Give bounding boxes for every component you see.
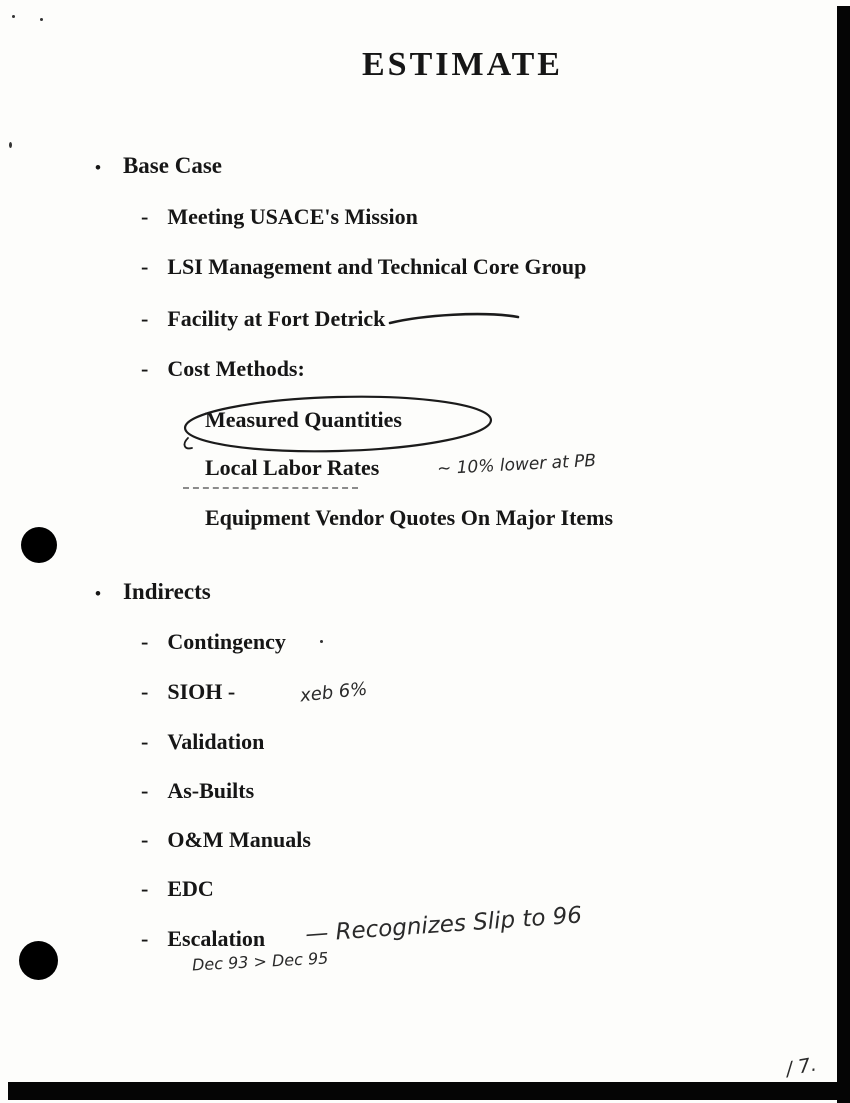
- list-item-label: Meeting USACE's Mission: [167, 204, 418, 229]
- dash-icon: -: [141, 629, 149, 654]
- list-item-label: Contingency: [167, 629, 286, 654]
- punch-hole-mark-top: [21, 527, 57, 563]
- handwritten-line-annotation: [388, 308, 523, 330]
- list-item-label: EDC: [167, 876, 214, 901]
- list-item-meeting-usace-mission: [141, 204, 418, 230]
- dash-icon: -: [141, 356, 149, 381]
- list-item-label: Cost Methods:: [167, 356, 305, 381]
- list-item-label: O&M Manuals: [167, 827, 311, 852]
- scan-speck: [40, 18, 43, 21]
- dash-icon: -: [141, 306, 149, 331]
- dash-icon: -: [141, 729, 149, 754]
- list-item-label: Escalation: [167, 926, 266, 951]
- list-item-sioh: [141, 679, 235, 705]
- handwritten-note-escalation: — Recognizes Slip to 96: [304, 902, 583, 948]
- section-label-base-case: Base Case: [122, 153, 222, 178]
- handwritten-note-escalation-dates: Dec 93 > Dec 95: [191, 948, 329, 975]
- bullet-icon: •: [95, 158, 101, 177]
- list-item-label: Local Labor Rates: [205, 455, 380, 480]
- bullet-icon: •: [95, 584, 101, 603]
- list-item-escalation: [141, 926, 265, 952]
- list-item-validation: [141, 729, 264, 755]
- list-item-label: SIOH -: [167, 679, 236, 704]
- dash-icon: -: [141, 778, 149, 803]
- list-item-edc: [141, 876, 214, 902]
- dash-icon: -: [141, 204, 149, 229]
- list-item-as-builts: [141, 778, 254, 804]
- list-item-om-manuals: [141, 827, 311, 853]
- list-item-lsi-management: [141, 254, 586, 280]
- list-item-contingency: [141, 629, 286, 655]
- page-title: ESTIMATE: [362, 46, 563, 83]
- list-item-label: Equipment Vendor Quotes On Major Items: [205, 505, 614, 530]
- scan-speck: [9, 142, 12, 148]
- scan-speck: [320, 640, 323, 643]
- handwritten-circle-annotation: [178, 392, 498, 458]
- bullet-item-base-case: [95, 153, 222, 180]
- section-label-indirects: Indirects: [122, 579, 211, 604]
- list-item-label: As-Builts: [167, 778, 255, 803]
- dash-icon: -: [141, 926, 149, 951]
- list-item-local-labor-rates: [205, 455, 379, 481]
- scan-edge-bar-right: [837, 6, 850, 1103]
- dash-icon: -: [141, 679, 149, 704]
- handwritten-page-mark: / 7.: [784, 1053, 819, 1081]
- scan-edge-bar-bottom: [8, 1082, 850, 1100]
- scan-speck: [12, 15, 15, 18]
- list-item-label: Facility at Fort Detrick: [167, 306, 386, 331]
- dash-icon: -: [141, 827, 149, 852]
- list-item-facility-fort-detrick: [141, 306, 385, 332]
- list-item-label: Validation: [167, 729, 265, 754]
- list-item-label: Measured Quantities: [205, 407, 402, 432]
- handwritten-underline-annotation: [183, 487, 358, 489]
- list-item-label: LSI Management and Technical Core Group: [167, 254, 587, 279]
- punch-hole-mark-bottom: [19, 941, 58, 980]
- handwritten-note-labor: ~ 10% lower at PB: [436, 450, 597, 480]
- list-item-equipment-vendor-quotes: [205, 505, 613, 531]
- dash-icon: -: [141, 876, 149, 901]
- bullet-item-indirects: [95, 579, 211, 606]
- list-item-cost-methods: [141, 356, 305, 382]
- dash-icon: -: [141, 254, 149, 279]
- handwritten-note-sioh: xeb 6%: [299, 678, 369, 707]
